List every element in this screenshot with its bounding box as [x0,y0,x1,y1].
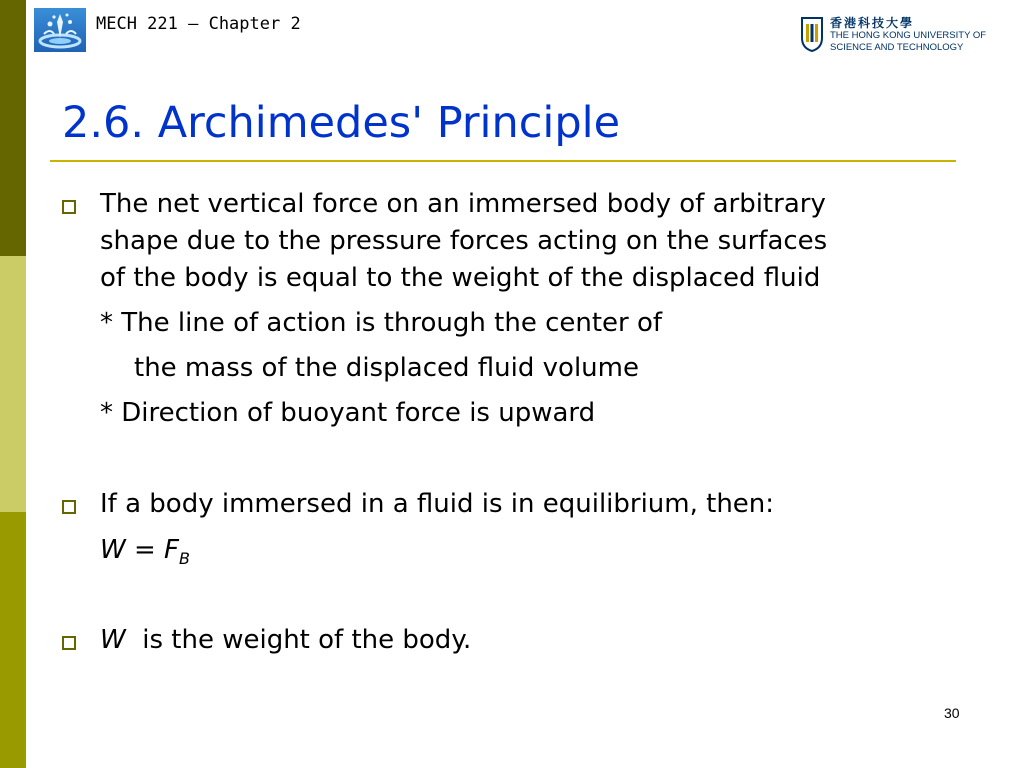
weight-symbol: W [100,625,126,655]
university-logo [800,14,1010,58]
course-chapter-label: MECH 221 – Chapter 2 [96,14,301,34]
equation-lhs: W [100,535,126,565]
sidebar-segment-light [0,256,26,512]
bullet1-note1: * The line of action is through the center of [100,308,663,338]
university-crest-icon [800,16,824,52]
bullet1-line2: shape due to the pressure forces acting on the surfaces [100,226,828,256]
equation-rhs: F [164,535,180,565]
equation-equals: = [125,535,165,565]
university-name-english-line1: THE HONG KONG UNIVERSITY OF [830,30,987,41]
bullet1-line1: The net vertical force on an immersed body of arbitrary [100,189,826,219]
sidebar-segment-dark [0,0,26,256]
bullet3-line1 [100,622,471,659]
bullet2-line1: If a body immersed in a fluid is in equilibrium, then: [100,489,775,519]
bullet1-line3: of the body is equal to the weight of the displaced fluid [100,263,821,293]
university-name-chinese: 香港科技大學 [830,16,915,30]
water-splash-logo-icon [34,8,86,52]
slide-title: 2.6. Archimedes' Principle [62,98,621,148]
sidebar-stripe [0,0,26,768]
bullet-square-icon [62,500,76,514]
sidebar-segment-mid [0,512,26,768]
page-number: 30 [944,705,960,721]
title-divider [50,160,956,162]
equation [100,532,190,577]
bullet1-note2: the mass of the displaced fluid volume [134,353,639,383]
university-name-english-line2: SCIENCE AND TECHNOLOGY [830,42,964,53]
bullet-square-icon [62,200,76,214]
bullet-square-icon [62,636,76,650]
bullet1-note3: * Direction of buoyant force is upward [100,398,596,428]
equation-rhs-subscript: B [179,549,190,568]
weight-description: is the weight of the body. [125,625,472,655]
